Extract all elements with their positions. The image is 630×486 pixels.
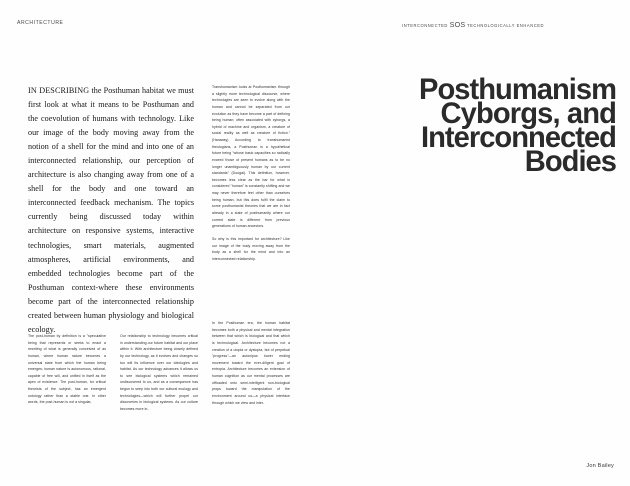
micro-paragraph: In the Posthuman era, the human habitat becomes both a physical and mental integration between that which is biological and that which is technological. Architecture becomes not a creation of a utopia or dystopia, but of perpetual "progress"—an autonipus tower ending movement toward the ever-diligent goal of entropia. Architecture becomes an extension of human cognition as our mental processes are offloaded onto semi-intelligent non-biological props toward the manipulation of the environment around us—a physical interface through which we view and inter- (212, 321, 290, 405)
running-head-right-pre: INTERCONNECTED (402, 23, 450, 28)
micro-column-bottom-right (212, 320, 290, 413)
lead-body-text: the Posthuman habitat we must first look at what it means to be Posthuman and the coevolution of humans with technology. Like our image of the body moving away from the notion of a shell for the mind and into one of an interconnected relationship, our perception of architecture is also changing away from one of a shell for the body and one toward an interconnected feedback mechanism. The topics currently being discussed today within architecture on responsive systems, interactive technologies, smart materials, augmented atmospheres, artificial environments, and embedded technologies become part of the Posthuman context-where these environments become part of the interconnected relationship created between human physiology and biological ecology. (28, 86, 194, 334)
micro-paragraph: Our relationship to technology becomes critical in understanding our future habitat and our place within it. With architecture being closely defined by our technology, as it evolves and changes so too will its influence over our ideologies and habitat. As our technology advances it allows us to see biological systems which remained undiscovered to us, and as a consequence has begun to seep into both our cultural ecology and technologies—which will further propel our discoveries in biological systems. As our culture becomes more in- (120, 334, 198, 411)
running-head-right-sos: SOS (449, 20, 466, 29)
lead-opening-words: IN DESCRIBING (28, 86, 90, 95)
micro-paragraph: Transhumanism looks at Posthumanism through a slightly more technological discourse, where technologies are seen to evolve along with the human and cannot be separated from our evolution as they have become a part of defining being human; often associated with cyborgs, a hybrid of machine and organism, a creature of social reality as well as creature of fiction." (Haraway) According to transhumanist theologians, a Posthuman is a hypothetical future being "whose basic capacities so radically exceed those of present humans as to be no longer unambiguously human by our current standards" (Dougal). This definition, however, becomes less clear as the bar for what is considered "human" is constantly shifting and we may never therefore feel other than ourselves being human, but this does fulfil the claim to some posthumanist theories that we are in fact already in a state of posthumanity where our current state is different from previous generations of human ancestors. (212, 85, 290, 229)
running-head-right-post: TECHNOLOGICALLY ENHANCED (465, 23, 544, 28)
micro-paragraph: So why is this important for architecture? Like our image of the body moving away from the body as a shell for the mind and into an interconnected relationship. (212, 237, 290, 262)
running-head-right (402, 20, 544, 29)
lead-paragraph (28, 84, 194, 337)
title-line-3: Interconnected (420, 121, 616, 154)
page-title (325, 73, 616, 178)
title-line-1: Posthumanism (419, 73, 616, 106)
micro-column-top-right (212, 84, 290, 269)
title-line-4: Bodies (524, 145, 616, 178)
title-line-2: Cyborgs, and (440, 97, 616, 130)
micro-paragraph: The post-human by definition is a "speculative being that represents or seeks to enact a rewriting of what is generally conceived of as human, where human nature becomes a universal state from which the human being emerges; human nature is autonomous, rational, capable of free will, and unified in itself as the apex of existence. The post-human, for critical theorists of the subject, has an emergent ontology rather than a stable one. In other words, the post-human is not a singular, (28, 334, 106, 405)
running-head-left: ARCHITECTURE (17, 20, 64, 26)
author-byline: Jon Bailey (586, 463, 614, 469)
micro-column-bottom-middle (120, 333, 198, 419)
micro-column-bottom-left (28, 333, 106, 412)
